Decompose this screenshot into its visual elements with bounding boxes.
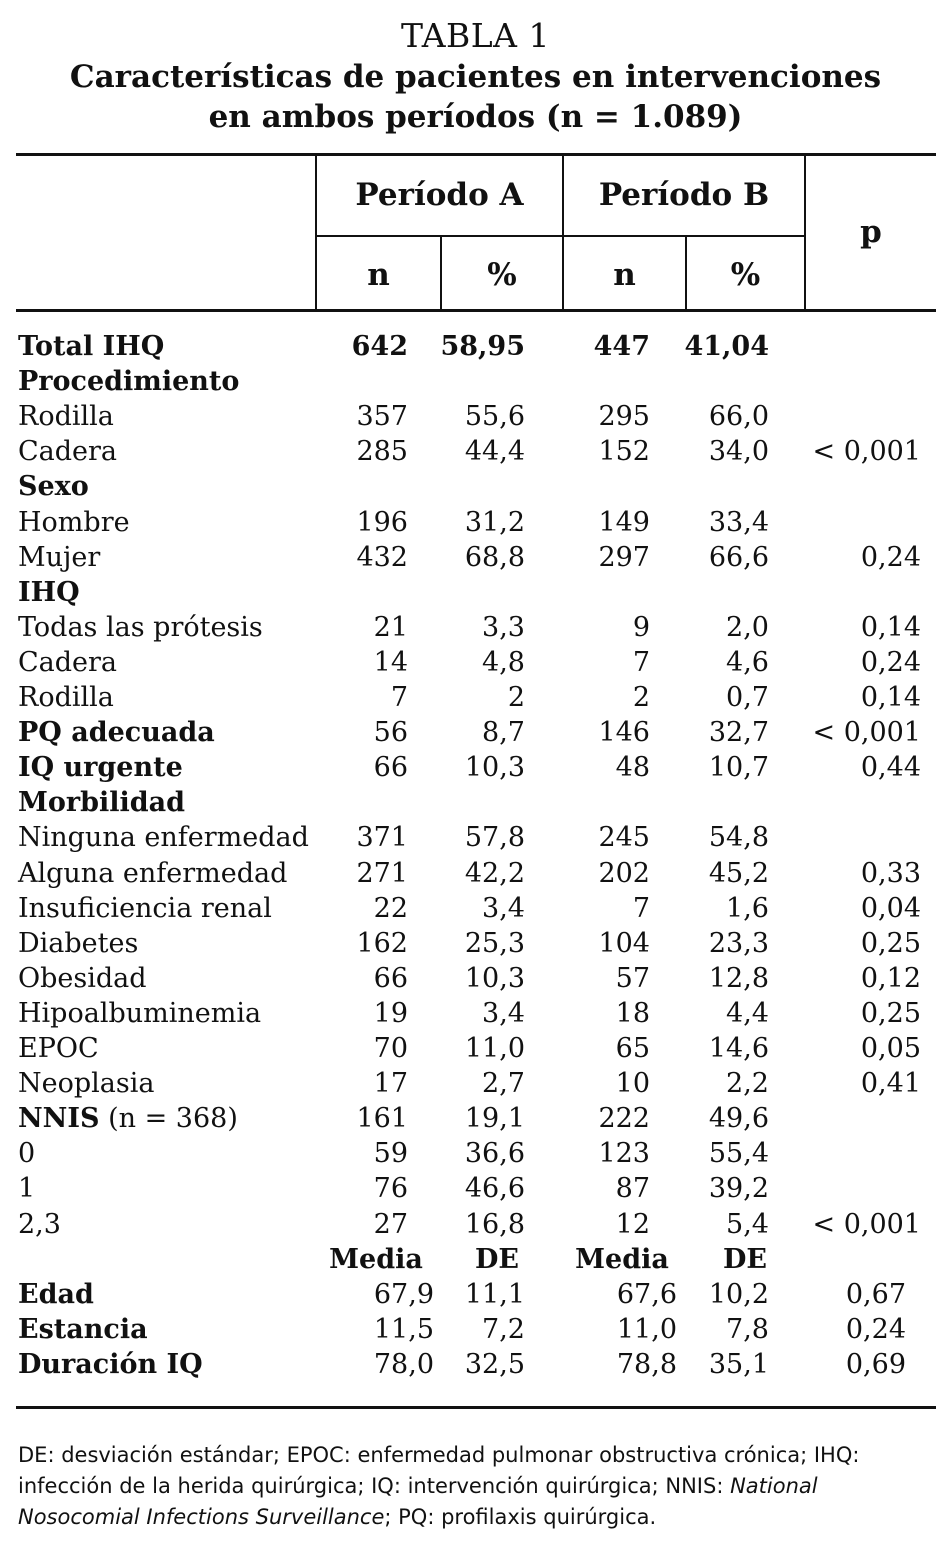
table-cell: 23,3 [708,928,769,959]
row-label [18,680,114,715]
row-label [18,364,239,399]
table-cell: 49,6 [708,1103,769,1134]
row-label [18,540,100,575]
header-a-pct: % [487,257,517,293]
row-label-text: Estancia [18,1314,148,1345]
table-cell: 48 [615,752,650,783]
table-cell: 161 [356,1103,408,1134]
footnote [18,1440,938,1533]
row-label [18,820,309,855]
table-cell: 14 [373,647,408,678]
p-value-cell: 0,41 [860,1068,921,1099]
footnote-italic: National Nosocomial Infections Surveillance [18,1474,818,1529]
row-label-text: Rodilla [18,682,114,713]
row-label-text: Edad [18,1279,94,1310]
table-cell: 57 [615,963,650,994]
row-label-text: Total IHQ [18,331,165,362]
table-cell: 2 [507,682,525,713]
row-label-extra: (n = 368) [99,1103,238,1134]
table-cell: 70 [373,1033,408,1064]
row-label-text: Neoplasia [18,1068,155,1099]
table-number: TABLA 1 [400,16,551,55]
row-label-text: Hipoalbuminemia [18,998,262,1029]
table-cell: 57,8 [464,822,525,853]
footnote-text: DE: desviación estándar; EPOC: enfermedad pulmonar obstructiva crónica; IHQ: infección de la herida quirúrgica; IQ: intervención quirúrgica; NNIS: [18,1443,860,1498]
header-b-n: n [613,257,636,293]
table-cell: 27 [373,1209,408,1240]
table-cell: 357 [356,401,408,432]
footnote-text-end: ; PQ: profilaxis quirúrgica. [384,1505,657,1529]
table-cell: 371 [356,822,408,853]
stat-subheader-cell: Media [575,1244,669,1275]
table-cell: 16,8 [464,1209,525,1240]
table-cell: 19,1 [464,1103,525,1134]
row-label [18,750,183,785]
header-b-pct: % [730,257,761,293]
row-label [18,1277,94,1312]
table-cell: 7 [632,893,650,924]
table-cell: 42,2 [464,858,525,889]
table-cell: 152 [598,436,650,467]
table-cell: 25,3 [464,928,525,959]
row-label [18,891,272,926]
row-label-text: Duración IQ [18,1349,203,1380]
table-cell: 34,0 [708,436,769,467]
bottom-rule [16,1406,936,1409]
table-cell: 66,6 [708,542,769,573]
table-cell: 9 [632,612,650,643]
row-label-text: EPOC [18,1033,99,1064]
table-cell: 1,6 [726,893,769,924]
table-cell: 65 [615,1033,650,1064]
p-value-cell: 0,33 [860,858,921,889]
table-cell: 3,4 [482,893,525,924]
p-value-cell: 0,14 [860,612,921,643]
table-cell: 36,6 [464,1138,525,1169]
table-cell: 18 [615,998,650,1029]
table-cell: 78,8 [616,1349,677,1380]
row-label-text: Obesidad [18,963,147,994]
p-value-cell: 0,24 [845,1314,906,1345]
row-label-text: IHQ [18,577,80,608]
row-label [18,926,138,961]
row-label [18,856,287,891]
table-cell: 222 [598,1103,650,1134]
table-cell: 33,4 [708,507,769,538]
row-label-text: Cadera [18,436,118,467]
table-cell: 642 [351,331,408,362]
table-cell: 149 [598,507,650,538]
period-subheader-rule [316,235,805,237]
table-cell: 46,6 [464,1173,525,1204]
row-label [18,505,130,540]
p-value-cell: 0,04 [860,893,921,924]
table-cell: 162 [356,928,408,959]
p-value-cell: 0,67 [845,1279,906,1310]
row-label [18,610,263,645]
table-cell: 3,4 [482,998,525,1029]
row-label-text: Todas las prótesis [18,612,263,643]
table-cell: 11,0 [616,1314,677,1345]
table-cell: 44,4 [464,436,525,467]
top-rule [16,153,936,156]
p-value-cell: 0,14 [860,682,921,713]
row-label [18,785,185,820]
table-cell: 67,9 [373,1279,434,1310]
row-label [18,1312,148,1347]
row-label-text: Morbilidad [18,787,186,818]
table-cell: 14,6 [708,1033,769,1064]
row-label [18,1207,61,1242]
table-cell: 22 [373,893,408,924]
row-label [18,645,117,680]
table-cell: 285 [356,436,408,467]
row-label [18,996,261,1031]
row-label-text: Diabetes [18,928,139,959]
stat-subheader-cell: DE [723,1244,767,1275]
row-label-text: Procedimiento [18,366,240,397]
row-label-text: Rodilla [18,401,114,432]
row-label-text: Insuficiencia renal [18,893,272,924]
table-cell: 2 [632,682,650,713]
p-value-cell: < 0,001 [812,1209,921,1240]
table-cell: 17 [373,1068,408,1099]
header-period-b: Período B [598,177,770,213]
table-cell: 76 [373,1173,408,1204]
table-cell: 55,6 [464,401,525,432]
row-label [18,1136,35,1171]
p-value-cell: < 0,001 [812,717,921,748]
table-cell: 10,7 [708,752,769,783]
row-label [18,329,164,364]
table-cell: 4,4 [726,998,769,1029]
table-cell: 432 [356,542,408,573]
table-cell: 202 [598,858,650,889]
table-cell: 7,8 [726,1314,769,1345]
table-cell: 66 [373,963,408,994]
table-title-line2: en ambos períodos (n = 1.089) [208,99,743,135]
table-cell: 67,6 [616,1279,677,1310]
row-label-text: Ninguna enfermedad [18,822,309,853]
row-label-text: Sexo [18,471,89,502]
p-value-cell: < 0,001 [812,436,921,467]
table-cell: 7 [632,647,650,678]
row-label [18,575,80,610]
row-label-text: Mujer [18,542,101,573]
table-cell: 7 [390,682,408,713]
table-cell: 5,4 [726,1209,769,1240]
table-cell: 11,1 [464,1279,525,1310]
header-a-n: n [367,257,390,293]
p-value-cell: 0,25 [860,928,921,959]
table-cell: 11,5 [373,1314,434,1345]
row-label [18,961,147,996]
header-p: p [860,214,882,250]
row-label [18,469,89,504]
stat-subheader-cell: DE [475,1244,519,1275]
table-cell: 32,5 [464,1349,525,1380]
table-cell: 3,3 [482,612,525,643]
row-label-text: NNIS [18,1103,100,1134]
table-cell: 39,2 [708,1173,769,1204]
row-label [18,399,114,434]
p-value-cell: 0,44 [860,752,921,783]
table-cell: 68,8 [464,542,525,573]
table-cell: 447 [593,331,650,362]
table-cell: 4,6 [726,647,769,678]
table-cell: 31,2 [464,507,525,538]
row-label-text: IQ urgente [18,752,183,783]
p-value-cell: 0,05 [860,1033,921,1064]
table-cell: 2,7 [482,1068,525,1099]
row-label [18,1101,238,1136]
table-cell: 66 [373,752,408,783]
stat-subheader-cell: Media [329,1244,423,1275]
table-cell: 78,0 [373,1349,434,1380]
row-label [18,715,215,750]
table-cell: 45,2 [708,858,769,889]
table-cell: 146 [598,717,650,748]
table-cell: 10 [615,1068,650,1099]
row-label [18,1031,99,1066]
table-cell: 55,4 [708,1138,769,1169]
table-cell: 2,0 [726,612,769,643]
table-cell: 10,2 [708,1279,769,1310]
row-label-text: Hombre [18,507,130,538]
table-cell: 2,2 [726,1068,769,1099]
row-label [18,1171,35,1206]
table-cell: 7,2 [482,1314,525,1345]
table-cell: 56 [373,717,408,748]
header-bottom-rule [16,309,936,312]
table-cell: 54,8 [708,822,769,853]
table-cell: 35,1 [708,1349,769,1380]
row-label-text: Cadera [18,647,118,678]
table-cell: 297 [598,542,650,573]
table-cell: 12 [615,1209,650,1240]
table-cell: 0,7 [726,682,769,713]
p-value-cell: 0,24 [860,542,921,573]
table-cell: 58,95 [440,331,525,362]
p-value-cell: 0,69 [845,1349,906,1380]
table-cell: 8,7 [482,717,525,748]
table-cell: 41,04 [684,331,769,362]
table-cell: 10,3 [464,752,525,783]
row-label-text: PQ adecuada [18,717,215,748]
row-label-text: Alguna enfermedad [18,858,288,889]
table-cell: 66,0 [708,401,769,432]
table-cell: 59 [373,1138,408,1169]
row-label-text: 0 [18,1138,36,1169]
row-label [18,1347,203,1382]
header-period-a: Período A [355,177,524,213]
table-cell: 32,7 [708,717,769,748]
table-cell: 10,3 [464,963,525,994]
p-value-cell: 0,12 [860,963,921,994]
row-label [18,1066,154,1101]
table-cell: 21 [373,612,408,643]
table-cell: 123 [598,1138,650,1169]
table-cell: 11,0 [464,1033,525,1064]
row-label-text: 2,3 [18,1209,61,1240]
table-cell: 87 [615,1173,650,1204]
table-title-line1: Características de pacientes en intervenciones [69,59,882,95]
p-value-cell: 0,24 [860,647,921,678]
row-label [18,434,117,469]
table-cell: 295 [598,401,650,432]
row-label-text: 1 [18,1173,36,1204]
table-cell: 104 [598,928,650,959]
table-cell: 196 [356,507,408,538]
table-cell: 271 [356,858,408,889]
table-cell: 4,8 [482,647,525,678]
table-cell: 245 [598,822,650,853]
table-cell: 12,8 [708,963,769,994]
table-cell: 19 [373,998,408,1029]
p-value-cell: 0,25 [860,998,921,1029]
